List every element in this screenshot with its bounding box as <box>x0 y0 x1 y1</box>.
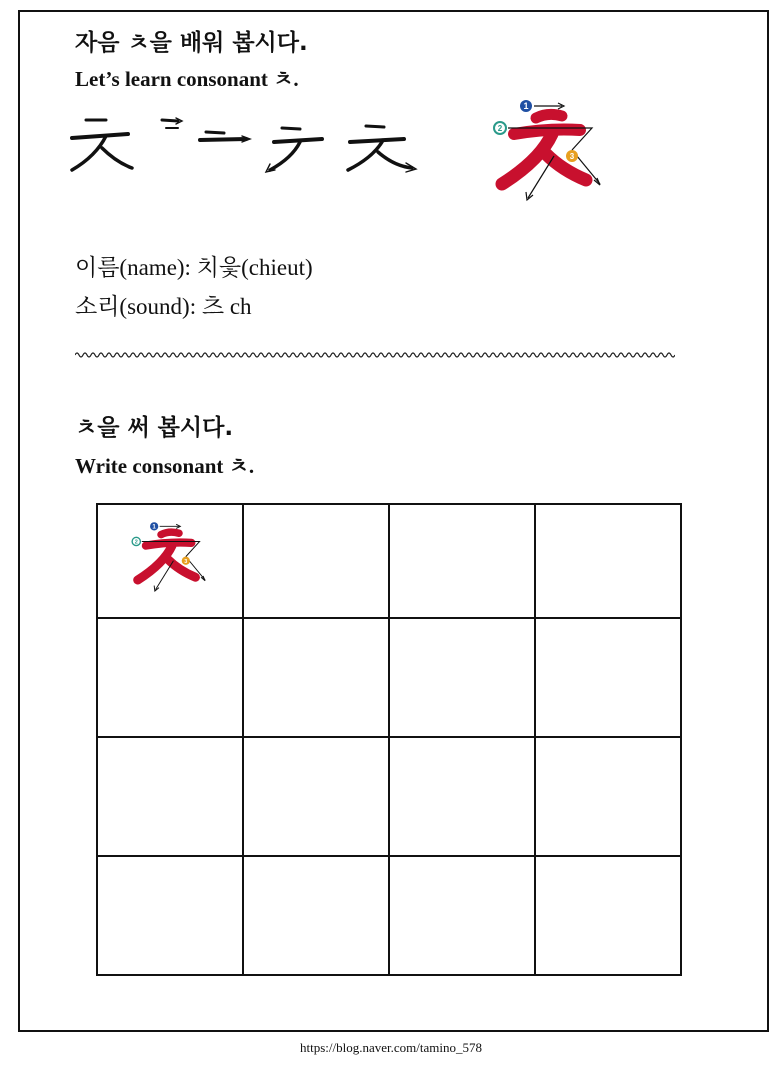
practice-title-english: Write consonant ㅊ. <box>75 454 255 478</box>
practice-cell[interactable] <box>243 856 389 975</box>
practice-cell[interactable] <box>535 737 681 856</box>
practice-cell[interactable] <box>243 737 389 856</box>
stroke-number-1-icon <box>150 522 158 530</box>
stroke-sequence-step-1 <box>162 118 182 128</box>
svg-text:2: 2 <box>134 539 138 546</box>
practice-cell[interactable] <box>389 504 535 618</box>
practice-title-korean: ㅊ을 써 봅시다. <box>75 415 234 441</box>
practice-cell[interactable] <box>535 504 681 618</box>
stroke-number-3-icon <box>182 557 190 565</box>
writing-practice-grid <box>96 503 682 976</box>
svg-text:3: 3 <box>569 152 575 161</box>
practice-cell[interactable] <box>389 856 535 975</box>
stroke-number-2-icon <box>494 122 506 134</box>
svg-text:1: 1 <box>152 523 156 531</box>
svg-text:1: 1 <box>523 101 529 111</box>
page-title-korean: 자음 ㅊ을 배워 봅시다. <box>75 30 308 56</box>
practice-cell[interactable] <box>243 618 389 737</box>
practice-cell[interactable] <box>535 618 681 737</box>
stroke-number-3-icon <box>566 150 578 162</box>
practice-cell[interactable] <box>389 618 535 737</box>
svg-text:3: 3 <box>184 558 188 565</box>
letter-stroke-diagram-small <box>128 519 212 597</box>
letter-name-line: 이름(name): 치읓(chieut) <box>75 255 313 280</box>
wavy-divider <box>75 348 675 362</box>
practice-cell[interactable] <box>97 856 243 975</box>
stroke-sequence-step-3 <box>266 128 322 172</box>
stroke-number-1-icon <box>520 100 532 112</box>
practice-cell[interactable] <box>97 504 243 618</box>
stroke-order-sequence <box>66 112 422 178</box>
stroke-sequence-full-char <box>72 120 132 170</box>
stroke-sequence-step-2 <box>200 132 250 142</box>
letter-stroke-diagram-large <box>488 98 610 206</box>
practice-cell[interactable] <box>243 504 389 618</box>
svg-text:2: 2 <box>497 124 503 133</box>
practice-cell[interactable] <box>535 856 681 975</box>
page-title-english: Let’s learn consonant ㅊ. <box>75 67 299 91</box>
letter-sound-line: 소리(sound): 츠 ch <box>75 294 252 319</box>
practice-cell[interactable] <box>97 737 243 856</box>
stroke-number-2-icon <box>132 537 140 545</box>
footer-blog-url: https://blog.naver.com/tamino_578 <box>300 1040 482 1055</box>
practice-cell[interactable] <box>389 737 535 856</box>
practice-cell[interactable] <box>97 618 243 737</box>
stroke-sequence-step-4 <box>348 126 416 172</box>
